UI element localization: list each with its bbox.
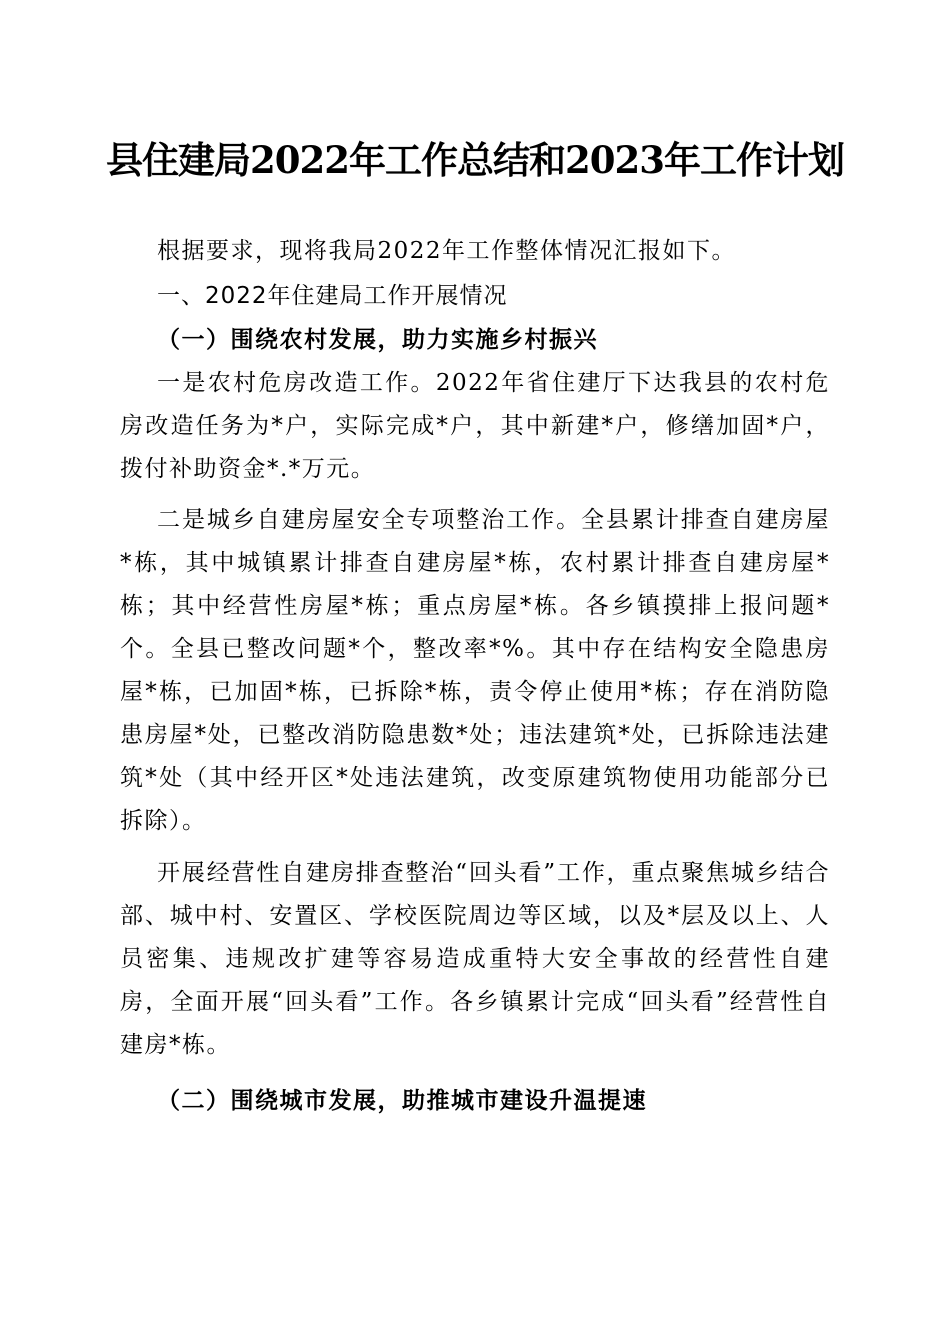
- document-title: 县住建局2022年工作总结和2023年工作计划: [106, 138, 844, 182]
- paragraph-lookback: 开展经营性自建房排查整治“回头看”工作，重点聚焦城乡结合部、城中村、安置区、学校医院周边等区域，以及*层及以上、人员密集、违规改扩建等容易造成重特大安全事故的经营性自建房，全面开展“回头看”工作。各乡镇累计完成“回头看”经营性自建房*栋。: [120, 860, 830, 1058]
- subsection-heading-2: （二）围绕城市发展，助推城市建设升温提速: [157, 1087, 647, 1114]
- section-heading-1: 一、2022年住建局工作开展情况: [157, 283, 508, 309]
- paragraph-rural-housing: 一是农村危房改造工作。2022年省住建厅下达我县的农村危房改造任务为*户，实际完成*户，其中新建*户，修缮加固*户，拨付补助资金*.*万元。: [120, 370, 830, 482]
- intro-paragraph: 根据要求，现将我局2022年工作整体情况汇报如下。: [157, 238, 737, 264]
- paragraph-self-built-housing: 二是城乡自建房屋安全专项整治工作。全县累计排查自建房屋*栋，其中城镇累计排查自建房屋*栋，农村累计排查自建房屋*栋；其中经营性房屋*栋；重点房屋*栋。各乡镇摸排上报问题*个。全县已整改问题*个，整改率*%。其中存在结构安全隐患房屋*栋，已加固*栋，已拆除*栋，责令停止使用*栋；存在消防隐患房屋*处，已整改消防隐患数*处；违法建筑*处，已拆除违法建筑*处（其中经开区*处违法建筑，改变原建筑物使用功能部分已拆除）。: [120, 507, 830, 834]
- subsection-heading-1: （一）围绕农村发展，助力实施乡村振兴: [157, 326, 598, 353]
